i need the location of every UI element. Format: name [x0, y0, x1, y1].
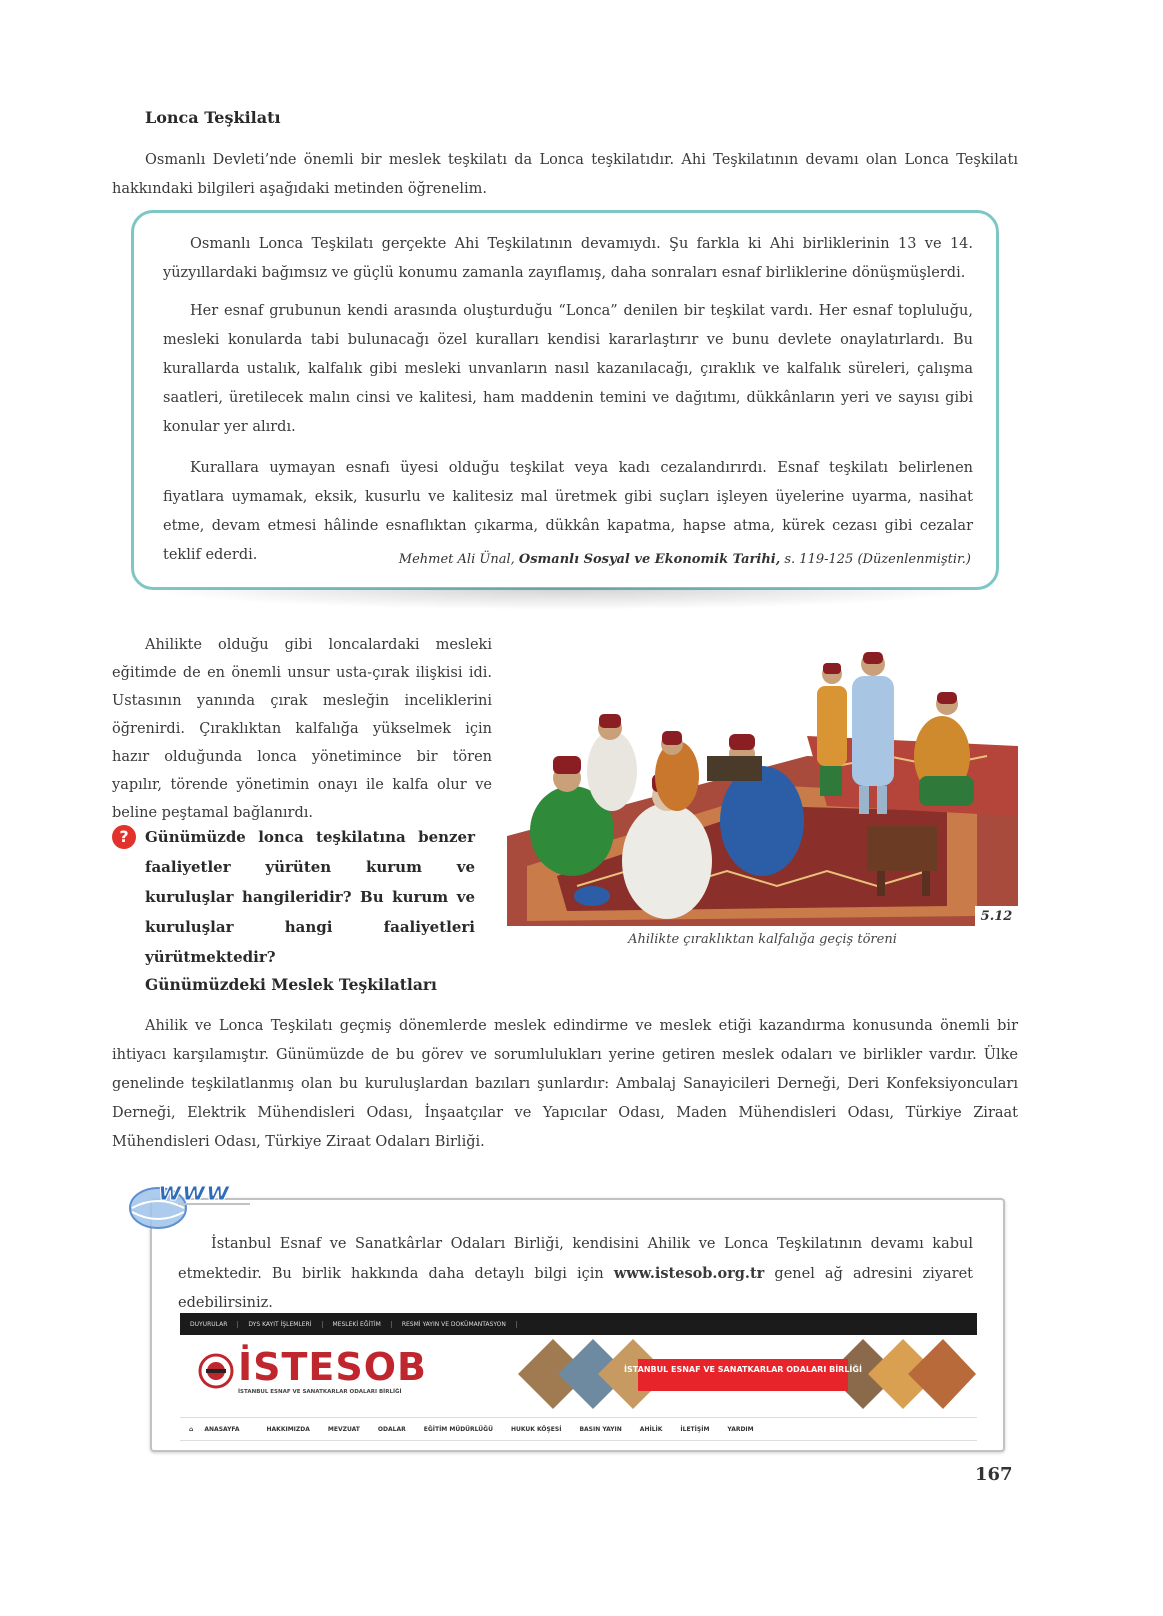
web-paragraph: [178, 1230, 973, 1318]
site-top-link[interactable]: DYS KAYIT İŞLEMLERİ: [238, 1321, 322, 1328]
source-book: Osmanlı Sosyal ve Ekonomik Tarihi,: [518, 552, 781, 567]
istesob-url-link[interactable]: www.istesob.org.tr: [613, 1265, 765, 1282]
source-pages: s. 119-125 (Düzenlenmiştir.): [784, 552, 971, 567]
quote-paragraph-3: Kurallara uymayan esnafı üyesi olduğu teşkilat veya kadı cezalandırırdı. Esnaf teşkilatı belirlenen fiyatlara uymamak, eksik, kusurlu ve kalitesiz mal üretmek gibi suçları işleyen üyelerine uyarma, nasihat etme, devam etmesi hâlinde esnaflıktan çıkarma, dükkân kapatma, hapse atma, kürek cezası gibi cezalar teklif ederdi.: [163, 460, 973, 563]
www-badge-text: www: [158, 1177, 231, 1207]
quote-source: [300, 552, 971, 567]
istesob-logo[interactable]: [238, 1345, 427, 1395]
quote-paragraph-2: Her esnaf grubunun kendi arasında oluşturduğu “Lonca” denilen bir teşkilat vardı. Her esnaf topluluğu, mesleki konularda tabi bulunacağı özel kuralları kendisi kararlaştırır ve bunu devlete onaylatırlardı. Bu kurallarda ustalık, kalfalık gibi mesleki unvanların nasıl kazanılacağı, çıraklık ve kalfalık süreleri, çalışma saatleri, üretilecek malın cinsi ve kalitesi, ham maddenin temini ve dağıtımı, dükkânların yeri ve sayısı gibi konular yer alırdı.: [163, 303, 973, 435]
figure-caption: Ahilikte çıraklıktan kalfalığa geçiş töreni: [628, 932, 897, 947]
site-top-bar: [180, 1313, 977, 1335]
banner-text: İSTANBUL ESNAF VE SANATKARLAR ODALARI BİRLİĞİ: [624, 1365, 862, 1374]
source-author: Mehmet Ali Ünal,: [398, 552, 515, 567]
site-top-link[interactable]: DUYURULAR: [180, 1321, 238, 1328]
nav-item[interactable]: YARDIM: [727, 1425, 754, 1433]
quote-paragraph-1: Osmanlı Lonca Teşkilatı gerçekte Ahi Teşkilatının devamıydı. Şu farkla ki Ahi birliklerinin 13 ve 14. yüzyıllardaki bağımsız ve güçlü konumu zamanla zayıflamış, daha sonraları esnaf birliklerine dönüşmüşlerdi.: [163, 236, 973, 281]
nav-item[interactable]: BASIN YAYIN: [579, 1425, 622, 1433]
nav-item[interactable]: AHİLİK: [639, 1425, 663, 1433]
ceremony-photo: [507, 636, 1018, 926]
site-nav-bar: [180, 1417, 977, 1441]
logo-text: İSTESOB: [238, 1345, 428, 1389]
www-globe-icon: [118, 1170, 250, 1232]
discussion-question: Günümüzde lonca teşkilatına benzer faaliyetler yürüten kurum ve kuruluşlar hangileridir? Bu kurum ve kuruluşlar hangi faaliyetleri yürütmektedir?: [145, 828, 475, 966]
figure-number: 5.12: [975, 906, 1018, 928]
page-number: 167: [975, 1464, 1013, 1485]
logo-subtitle: İSTANBUL ESNAF VE SANATKARLAR ODALARI BİRLİĞİ: [238, 1389, 402, 1395]
site-top-link[interactable]: MESLEKİ EĞİTİM: [323, 1321, 392, 1328]
nav-item[interactable]: HUKUK KÖŞESİ: [510, 1425, 562, 1433]
modern-paragraph: Ahilik ve Lonca Teşkilatı geçmiş dönemlerde meslek edindirme ve meslek etiği kazandırma konusunda önemli bir ihtiyacı karşılamıştır. Günümüzde de bu görev ve sorumlulukları yerine getiren meslek odaları ve birlikler vardır. Ülke genelinde teşkilatlanmış olan bu kuruluşlardan bazıları şunlardır: Ambalaj Sanayicileri Derneği, Deri Konfeksiyoncuları Derneği, Elektrik Mühendisleri Odası, İnşaatçılar ve Yapıcılar Odası, Maden Mühendisleri Odası, Türkiye Ziraat Mühendisleri Odası, Türkiye Ziraat Odaları Birliği.: [112, 1018, 1018, 1150]
nav-item[interactable]: HAKKIMIZDA: [266, 1425, 310, 1433]
nav-item[interactable]: İLETİŞİM: [680, 1425, 710, 1433]
nav-item[interactable]: EĞİTİM MÜDÜRLÜĞÜ: [423, 1425, 493, 1433]
site-top-link[interactable]: RESMİ YAYIN VE DOKÜMANTASYON: [392, 1321, 517, 1328]
nav-item[interactable]: MEVZUAT: [327, 1425, 360, 1433]
web-text-after: genel ağ adresini ziyaret edebilirsiniz.: [178, 1266, 973, 1311]
istesob-seal-icon: [198, 1353, 234, 1389]
web-text-before: İstanbul Esnaf ve Sanatkârlar Odaları Birliği, kendisini Ahilik ve Lonca Teşkilatının devamı kabul etmektedir. Bu birlik hakkında daha detaylı bilgi için: [178, 1236, 973, 1282]
nav-home-item[interactable]: ⌂ ANASAYFA: [189, 1425, 240, 1433]
intro-paragraph: Osmanlı Devleti’nde önemli bir meslek teşkilatı da Lonca teşkilatıdır. Ahi Teşkilatının devamı olan Lonca Teşkilatı hakkındaki bilgileri aşağıdaki metinden öğrenelim.: [112, 152, 1018, 197]
site-banner: [498, 1339, 976, 1409]
quote-box-shadow: [140, 588, 990, 610]
section-title-modern: Günümüzdeki Meslek Teşkilatları: [145, 975, 437, 994]
nav-item[interactable]: ODALAR: [377, 1425, 406, 1433]
istesob-site-screenshot: [180, 1313, 977, 1443]
question-mark-icon: ?: [112, 825, 136, 849]
apprentice-paragraph: Ahilikte olduğu gibi loncalardaki mesleki eğitimde de en önemli unsur usta-çırak ilişkisi idi. Ustasının yanında çırak mesleğin inceliklerini öğrenirdi. Çıraklıktan kalfalığa yükselmek için hazır olduğunda lonca yönetimince bir tören yapılır, törende yönetimin onayı ile kalfa olur ve beline peştamal bağlanırdı.: [112, 637, 492, 821]
section-title-lonca: Lonca Teşkilatı: [145, 108, 281, 127]
